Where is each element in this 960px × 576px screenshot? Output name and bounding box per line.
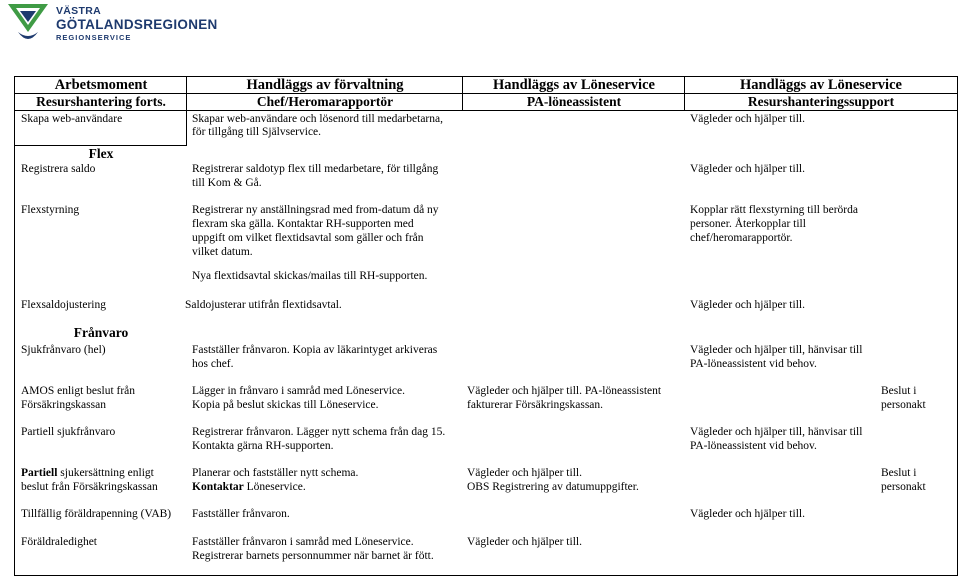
section-franvaro: Frånvaro [73, 325, 129, 340]
header-divider [186, 76, 187, 111]
chef-amos-line2: Kopia på beslut skickas till Löneservice. [192, 399, 379, 411]
pa-partiell-ers-line1: Vägleder och hjälper till. [467, 467, 582, 479]
support-sjuk-line1: Vägleder och hjälper till, hänvisar till [690, 344, 863, 356]
section-flex: Flex [88, 146, 114, 161]
header-arbetsmoment: Arbetsmoment [54, 77, 148, 93]
task-partiell-ers-rest: sjukersättning enligt [57, 467, 154, 479]
pa-amos-line2: fakturerar Försäkringskassan. [467, 399, 604, 411]
chef-sjuk-line1: Fastställer frånvaron. Kopia av läkarintyget arkiveras [192, 344, 438, 356]
task-partiell-ers-line1 [21, 466, 154, 480]
task-amos-line1: AMOS enligt beslut från [21, 385, 136, 397]
logo-line-2: GÖTALANDSREGIONEN [56, 16, 218, 32]
header-resursstod: Resurshanteringssupport [747, 94, 895, 109]
header-divider [462, 76, 463, 111]
extra-amos-line2: personakt [881, 399, 926, 411]
chef-sjuk-line2: hos chef. [192, 358, 234, 370]
task-flexsaldo: Flexsaldojustering [21, 299, 106, 311]
support-flexstyrning-line3: chef/heromarapportör. [690, 232, 793, 244]
vgr-logo-mark-icon [6, 2, 50, 46]
support-flexsaldo: Vägleder och hjälper till. [690, 299, 805, 311]
task-flexstyrning: Flexstyrning [21, 204, 80, 216]
chef-vab: Fastställer frånvaron. [192, 508, 290, 520]
task-partiell: Partiell sjukfrånvaro [21, 426, 116, 438]
support-flexstyrning-line2: personer. Återkopplar till [690, 218, 806, 230]
extra-partiell-ers-line1: Beslut i [881, 467, 917, 479]
support-partiell-line1: Vägleder och hjälper till, hänvisar till [690, 426, 863, 438]
logo-line-3: REGIONSERVICE [56, 33, 132, 42]
table-body [14, 111, 958, 576]
responsibility-table [14, 76, 958, 576]
chef-flexstyrning-line2: flexram ska gälla. Kontaktar RH-supporten med [192, 218, 414, 230]
pa-partiell-ers-line2: OBS Registrering av datumuppgifter. [467, 481, 639, 493]
task-saldo: Registrera saldo [21, 163, 96, 175]
support-saldo: Vägleder och hjälper till. [690, 163, 805, 175]
support-sjuk-line2: PA-löneassistent vid behov. [690, 358, 817, 370]
header-divider [684, 76, 685, 111]
vgr-logo [6, 2, 218, 46]
chef-saldo-line2: till Kom & Gå. [192, 177, 262, 189]
task-sjuk: Sjukfrånvaro (hel) [21, 344, 106, 356]
support-partiell-line2: PA-löneassistent vid behov. [690, 440, 817, 452]
chef-partiell-ers-line2 [192, 480, 306, 494]
header-forvaltning: Handläggs av förvaltning [246, 77, 404, 93]
chef-partiell-ers-line1: Planerar och fastställer nytt schema. [192, 467, 359, 479]
chef-skapa-line1: Skapar web-användare och lösenord till medarbetarna, [192, 113, 443, 125]
chef-amos-line1: Lägger in frånvaro i samråd med Löneservice. [192, 385, 405, 397]
chef-flexstyrning-line1: Registrerar ny anställningsrad med from-datum då ny [192, 204, 439, 216]
header-row-1 [14, 76, 958, 94]
chef-skapa-line2: för tillgång till Självservice. [192, 126, 322, 138]
chef-foraldra-line1: Fastställer frånvaron i samråd med Löneservice. [192, 536, 414, 548]
chef-partiell-ers-bold: Kontaktar [192, 481, 244, 493]
task-skapa: Skapa web-användare [21, 113, 123, 125]
chef-saldo-line1: Registrerar saldotyp flex till medarbetare, för tillgång [192, 163, 439, 175]
header-pa-loneassistent: PA-löneassistent [526, 94, 622, 109]
task-foraldra: Föräldraledighet [21, 536, 98, 548]
chef-partiell-ers-rest: Löneservice. [243, 481, 306, 493]
pa-foraldra: Vägleder och hjälper till. [467, 536, 582, 548]
column-divider [186, 111, 187, 145]
extra-amos-line1: Beslut i [881, 385, 917, 397]
chef-partiell-line1: Registrerar frånvaron. Lägger nytt schema från dag 15. [192, 426, 446, 438]
support-flexstyrning-line1: Kopplar rätt flexstyrning till berörda [690, 204, 858, 216]
pa-amos-line1: Vägleder och hjälper till. PA-löneassistent [467, 385, 662, 397]
header-row-2 [14, 94, 958, 111]
chef-flexstyrning-line4: vilket datum. [192, 246, 253, 258]
support-vab: Vägleder och hjälper till. [690, 508, 805, 520]
header-loneservice-1: Handläggs av Löneservice [493, 77, 655, 93]
chef-partiell-line2: Kontakta gärna RH-supporten. [192, 440, 334, 452]
task-partiell-ers-line2: beslut från Försäkringskassan [21, 481, 158, 493]
extra-partiell-ers-line2: personakt [881, 481, 926, 493]
support-skapa: Vägleder och hjälper till. [690, 113, 805, 125]
logo-line-1: VÄSTRA [56, 5, 101, 17]
header-loneservice-2: Handläggs av Löneservice [740, 77, 902, 93]
header-resurshantering: Resurshantering forts. [36, 94, 166, 109]
chef-flexstyrning-extra: Nya flextidsavtal skickas/mailas till RH-supporten. [192, 270, 428, 282]
chef-flexstyrning-line3: uppgift om vilket flextidsavtal som gäller och från [192, 232, 424, 244]
task-vab: Tillfällig föräldrapenning (VAB) [21, 508, 172, 520]
chef-foraldra-line2: Registrerar barnets personnummer när barnet är fött. [192, 550, 434, 562]
chef-flexsaldo: Saldojusterar utifrån flextidsavtal. [185, 299, 342, 311]
task-partiell-ers-bold: Partiell [21, 467, 58, 479]
task-amos-line2: Försäkringskassan [21, 399, 106, 411]
header-chef: Chef/Heromarapportör [256, 94, 394, 109]
